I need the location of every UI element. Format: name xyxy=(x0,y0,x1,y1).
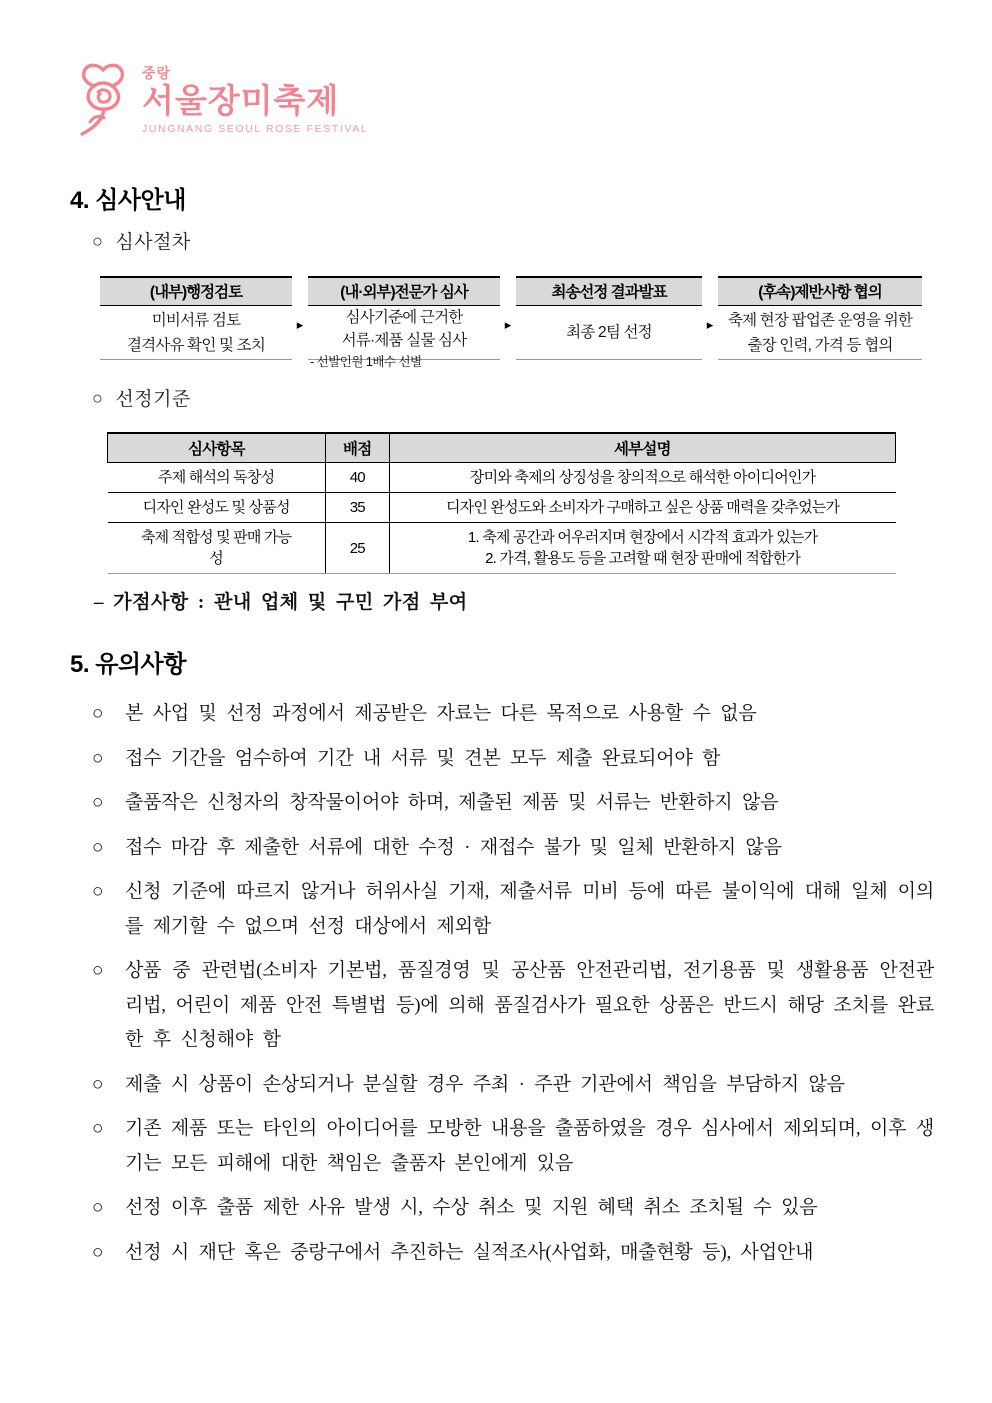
flow-step-line: 심사기준에 근거한 xyxy=(345,309,463,326)
flow-step-header: 최송선정 결과발표 xyxy=(516,276,702,306)
rose-icon xyxy=(74,62,132,136)
flow-step-header: (내부)행정검토 xyxy=(100,276,292,306)
table-header-row xyxy=(108,433,896,463)
section4-heading xyxy=(70,180,186,215)
table-row xyxy=(108,463,896,493)
circle-bullet-icon: ○ xyxy=(92,1073,104,1095)
list-item-text: 접수 마감 후 제출한 서류에 대한 수정 · 재접수 불가 및 일체 반환하지 않음 xyxy=(125,836,782,858)
list-item-text: 선정 이후 출품 제한 사유 발생 시, 수상 취소 및 지원 혜택 취소 조치될 수 있음 xyxy=(125,1197,818,1218)
circle-bullet-icon: ○ xyxy=(92,388,104,408)
circle-bullet-icon: ○ xyxy=(92,881,104,902)
column-header-item: 심사항목 xyxy=(108,433,326,463)
cell-desc: 장미와 축제의 상징성을 창의적으로 해석한 아이디어인가 xyxy=(389,463,895,493)
flow-step-follow-up xyxy=(718,276,922,360)
list-item xyxy=(92,697,934,732)
flow-step-line: 결격사유 확인 및 조치 xyxy=(126,336,266,354)
list-item-text: 기존 제품 또는 타인의 아이디어를 모방한 내용을 출품하였을 경우 심사에서 제외되며, 이후 생기는 모든 피해에 대한 책임은 출품자 본인에게 있음 xyxy=(125,1118,935,1174)
notice-list xyxy=(92,697,934,1280)
logo-subtitle: JUNGNANG SEOUL ROSE FESTIVAL xyxy=(142,122,369,135)
procedure-label: ○ 심사절차 xyxy=(92,231,191,253)
list-item xyxy=(92,1068,934,1103)
section4-title: 심사안내 xyxy=(95,187,186,214)
cell-desc: 디자인 완성도와 소비자가 구매하고 싶은 상품 매력을 갖추었는가 xyxy=(389,493,895,523)
list-item-text: 제출 시 상품이 손상되거나 분실할 경우 주최 · 주관 기관에서 책임을 부담하지 않음 xyxy=(125,1073,845,1095)
circle-bullet-icon: ○ xyxy=(92,1197,104,1218)
list-item xyxy=(92,1112,934,1181)
circle-bullet-icon: ○ xyxy=(92,1118,104,1139)
column-header-desc: 세부설명 xyxy=(389,433,895,463)
flow-step-note: - 선발인원 1배수 선별 xyxy=(310,355,422,369)
list-item xyxy=(92,1191,934,1226)
criteria-label: ○ 선정기준 xyxy=(92,388,191,410)
flow-step-header: (후속)제반사항 협의 xyxy=(718,276,922,306)
cell-desc-line: 1. 축제 공간과 어우러지며 현장에서 시각적 효과가 있는가 xyxy=(467,529,818,546)
flow-step-header: (내·외부)전문가 심사 xyxy=(308,276,500,306)
flow-step-internal-review xyxy=(100,276,292,360)
arrow-right-icon: ▸ xyxy=(296,317,304,332)
logo-region-label: 중랑 xyxy=(142,65,172,82)
list-item-text: 선정 시 재단 혹은 중랑구에서 추진하는 실적조사(사업화, 매출현황 등), 사업안내 xyxy=(125,1241,814,1263)
bonus-note: – 가점사항 : 관내 업체 및 구민 가점 부여 xyxy=(94,592,468,613)
cell-score: 35 xyxy=(325,493,389,523)
logo-title: 서울장미축제 xyxy=(142,82,340,120)
arrow-right-icon: ▸ xyxy=(706,317,714,332)
evaluation-process-flow xyxy=(100,276,922,369)
cell-item: 축제 적합성 및 판매 가능성 xyxy=(108,523,326,574)
festival-logo xyxy=(74,62,368,136)
cell-score: 40 xyxy=(325,463,389,493)
section5-number: 5. xyxy=(70,651,90,678)
list-item-text: 출품작은 신청자의 창작물이어야 하며, 제출된 제품 및 서류는 반환하지 않음 xyxy=(125,792,779,813)
flow-step-line: 서류·제품 실물 심사 xyxy=(341,332,467,349)
circle-bullet-icon: ○ xyxy=(92,703,104,724)
section5-heading xyxy=(70,644,186,679)
circle-bullet-icon: ○ xyxy=(92,960,104,981)
flow-step-line: 출장 인력, 가격 등 협의 xyxy=(747,336,893,354)
circle-bullet-icon: ○ xyxy=(92,792,104,813)
table-row xyxy=(108,523,896,574)
cell-desc xyxy=(389,523,895,574)
list-item xyxy=(92,786,934,821)
circle-bullet-icon: ○ xyxy=(92,747,104,769)
list-item-text: 접수 기간을 엄수하여 기간 내 서류 및 견본 모두 제출 완료되어야 함 xyxy=(125,747,721,769)
table-row xyxy=(108,493,896,523)
section4-number: 4. xyxy=(70,187,90,214)
cell-item: 디자인 완성도 및 상품성 xyxy=(108,493,326,523)
cell-desc-line: 2. 가격, 활용도 등을 고려할 때 현장 판매에 적합한가 xyxy=(485,550,801,567)
circle-bullet-icon: ○ xyxy=(92,1241,104,1263)
list-item xyxy=(92,742,934,777)
list-item xyxy=(92,954,934,1058)
circle-bullet-icon: ○ xyxy=(92,836,104,858)
flow-step-line: 미비서류 검토 xyxy=(151,311,241,329)
list-item xyxy=(92,875,934,944)
section5-title: 유의사항 xyxy=(95,651,186,678)
list-item xyxy=(92,1236,934,1271)
cell-item: 주제 해석의 독창성 xyxy=(108,463,326,493)
list-item-text: 본 사업 및 선정 과정에서 제공받은 자료는 다른 목적으로 사용할 수 없음 xyxy=(125,703,757,724)
circle-bullet-icon: ○ xyxy=(92,231,104,251)
column-header-score: 배점 xyxy=(325,433,389,463)
list-item xyxy=(92,831,934,866)
cell-score: 25 xyxy=(325,523,389,574)
flow-step-line: 최종 2팀 선정 xyxy=(566,324,652,341)
criteria-table xyxy=(107,432,896,574)
list-item-text: 신청 기준에 따르지 않거나 허위사실 기재, 제출서류 미비 등에 따른 불이익에 대해 일체 이의를 제기할 수 없으며 선정 대상에서 제외함 xyxy=(125,881,934,937)
arrow-right-icon: ▸ xyxy=(504,317,512,332)
flow-step-final-selection xyxy=(516,276,702,360)
list-item-text: 상품 중 관련법(소비자 기본법, 품질경영 및 공산품 안전관리법, 전기용품 및 생활용품 안전관리법, 어린이 제품 안전 특별법 등)에 의해 품질검사가 필요한 상품은 반드시 해당 조치를 완료한 후 신청해야 함 xyxy=(125,960,934,1050)
flow-step-expert-judging xyxy=(308,276,500,369)
flow-step-line: 축제 현장 팝업존 운영을 위한 xyxy=(727,311,913,329)
